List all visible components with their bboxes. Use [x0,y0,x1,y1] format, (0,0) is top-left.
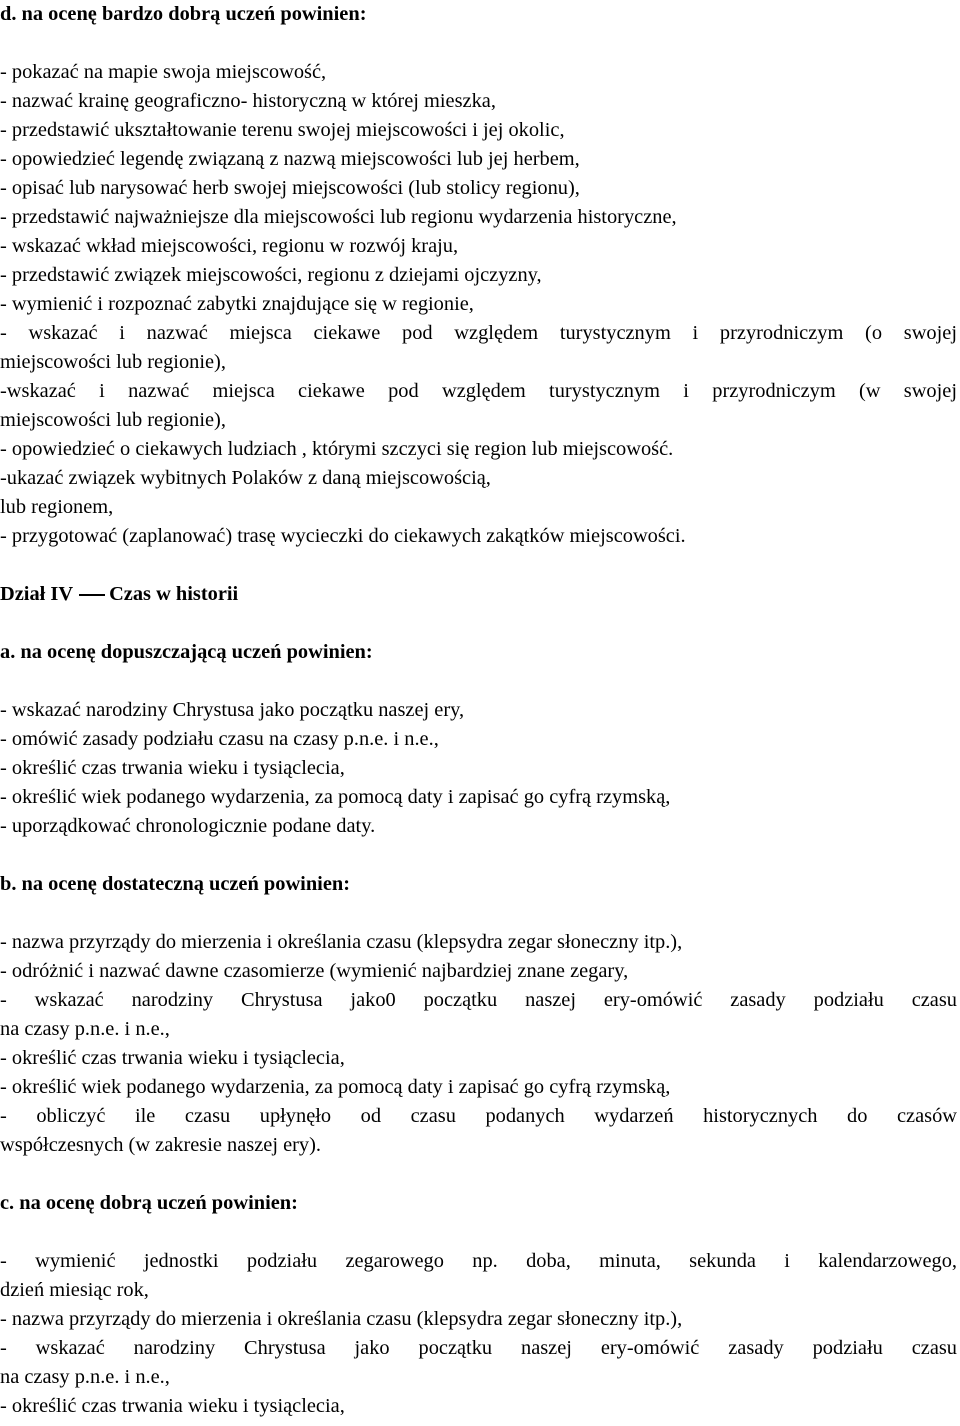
section-d-item: -wskazać i nazwać miejsca ciekawe pod względem turystycznym i przyrodniczym (w swojej [0,380,957,402]
section-d-item: -ukazać związek wybitnych Polaków z daną miejscowością, [0,467,491,489]
section-d-item: - przedstawić związek miejscowości, regionu z dziejami ojczyzny, [0,264,542,286]
section-c-heading: c. na ocenę dobrą uczeń powinien: [0,1192,298,1214]
spacer [0,1160,957,1189]
spacer [0,29,957,58]
chapter-name: Czas w historii [109,583,239,605]
chapter-number: Dział IV [0,583,74,605]
spacer [0,551,957,580]
section-d-item: - pokazać na mapie swoja miejscowość, [0,61,327,83]
section-d-item: miejscowości lub regionie), [0,409,226,431]
section-a-item: - określić wiek podanego wydarzenia, za pomocą daty i zapisać go cyfrą rzymską, [0,786,671,808]
section-d-item: - opisać lub narysować herb swojej miejscowości (lub stolicy regionu), [0,177,580,199]
section-d-item: - wskazać i nazwać miejsca ciekawe pod względem turystycznym i przyrodniczym (o swojej [0,322,957,344]
chapter-title [0,580,957,609]
section-c-item: - określić czas trwania wieku i tysiąclecia, [0,1395,345,1417]
section-d-item: lub regionem, [0,496,114,518]
section-b-item: na czasy p.n.e. i n.e., [0,1018,170,1040]
section-b-item: - odróżnić i nazwać dawne czasomierze (wymienić najbardziej znane zegary, [0,960,629,982]
section-a-heading: a. na ocenę dopuszczającą uczeń powinien: [0,641,373,663]
spacer [0,1218,957,1247]
section-d-item: - wymienić i rozpoznać zabytki znajdujące się w regionie, [0,293,474,315]
section-d-item: - przedstawić ukształtowanie terenu swojej miejscowości i jej okolic, [0,119,565,141]
section-a-item: - określić czas trwania wieku i tysiąclecia, [0,757,345,779]
spacer [0,667,957,696]
section-d-item: - opowiedzieć legendę związaną z nazwą miejscowości lub jej herbem, [0,148,580,170]
section-d-item: - opowiedzieć o ciekawych ludziach , którymi szczyci się region lub miejscowość. [0,438,674,460]
section-b-heading: b. na ocenę dostateczną uczeń powinien: [0,873,351,895]
section-c-item: na czasy p.n.e. i n.e., [0,1366,170,1388]
section-c-item: - nazwa przyrządy do mierzenia i określania czasu (klepsydra zegar słoneczny itp.), [0,1308,683,1330]
section-b-item: współczesnych (w zakresie naszej ery). [0,1134,322,1156]
section-d-item: - wskazać wkład miejscowości, regionu w rozwój kraju, [0,235,459,257]
section-d-heading: d. na ocenę bardzo dobrą uczeń powinien: [0,3,367,25]
section-b-item: - wskazać narodziny Chrystusa jako0 początku naszej ery-omówić zasady podziału czasu [0,989,957,1011]
section-a-item: - wskazać narodziny Chrystusa jako początku naszej ery, [0,699,465,721]
section-c-item: dzień miesiąc rok, [0,1279,149,1301]
section-b-item: - obliczyć ile czasu upłynęło od czasu podanych wydarzeń historycznych do czasów [0,1105,957,1127]
section-c-item: - wymienić jednostki podziału zegarowego np. doba, minuta, sekunda i kalendarzowego, [0,1250,957,1272]
section-b-item: - nazwa przyrządy do mierzenia i określania czasu (klepsydra zegar słoneczny itp.), [0,931,683,953]
section-a-item: - uporządkować chronologicznie podane daty. [0,815,376,837]
section-d-item: - przygotować (zaplanować) trasę wycieczki do ciekawych zakątków miejscowości. [0,525,686,547]
section-b-item: - określić wiek podanego wydarzenia, za pomocą daty i zapisać go cyfrą rzymską, [0,1076,671,1098]
spacer [0,609,957,638]
dash-separator [79,580,105,609]
spacer [0,899,957,928]
section-d-item: - nazwać krainę geograficzno- historyczną w której mieszka, [0,90,496,112]
section-d-item: miejscowości lub regionie), [0,351,226,373]
section-c-item: - wskazać narodziny Chrystusa jako początku naszej ery-omówić zasady podziału czasu [0,1337,957,1359]
section-b-item: - określić czas trwania wieku i tysiąclecia, [0,1047,345,1069]
spacer [0,841,957,870]
section-d-item: - przedstawić najważniejsze dla miejscowości lub regionu wydarzenia historyczne, [0,206,677,228]
section-a-item: - omówić zasady podziału czasu na czasy p.n.e. i n.e., [0,728,439,750]
